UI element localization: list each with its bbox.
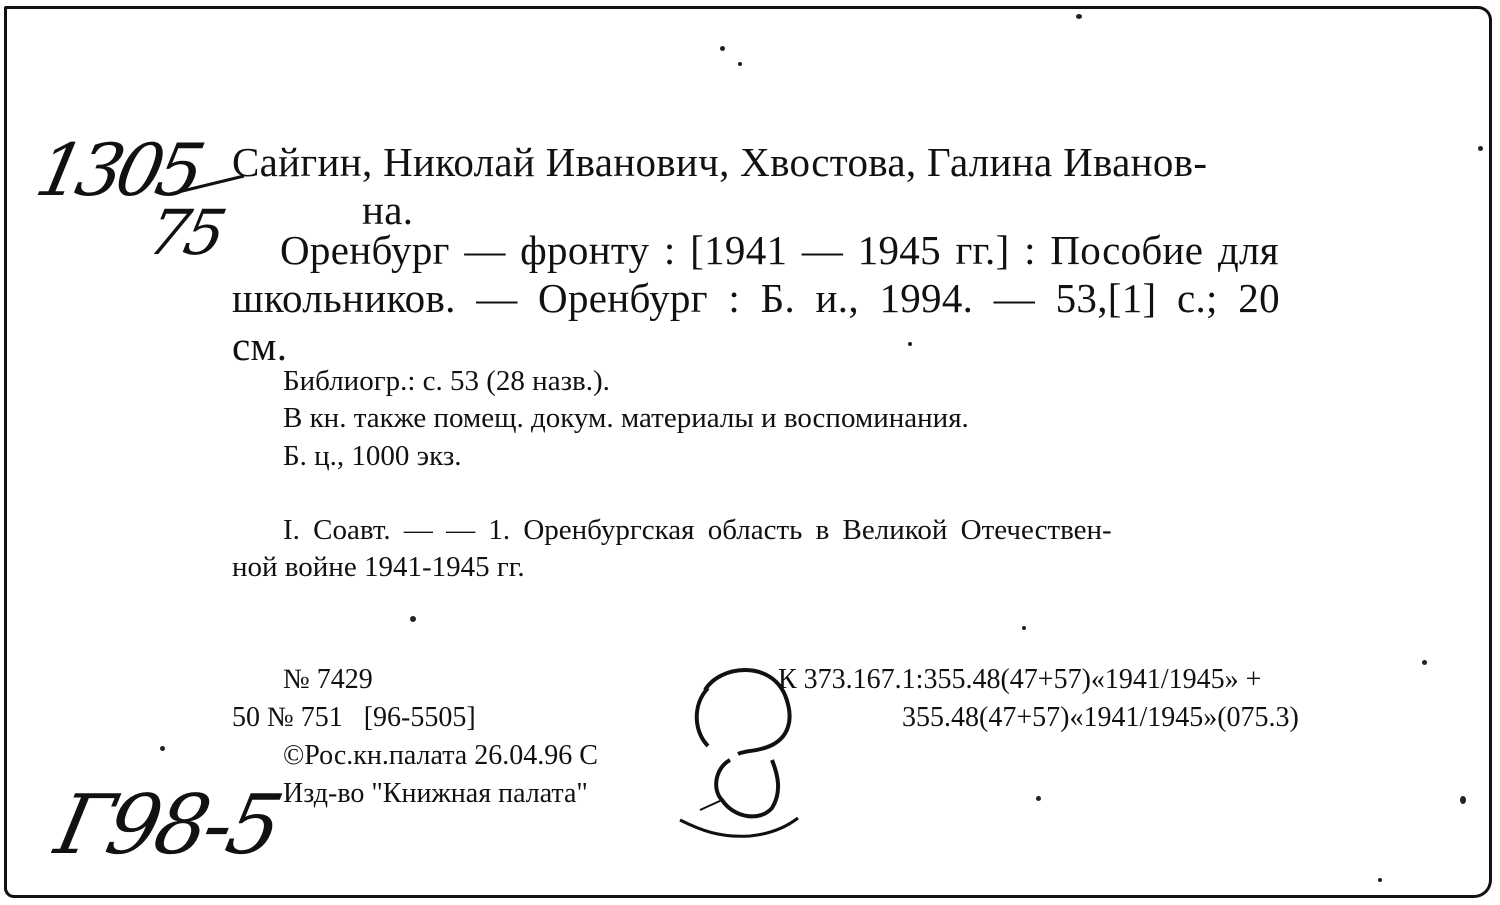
author-line-1 <box>232 139 1386 185</box>
publisher-line: Изд-во "Книжная палата" <box>283 778 588 809</box>
speck <box>908 342 912 346</box>
speck <box>1422 660 1427 665</box>
tracings-line-1: I. Соавт. — — 1. Оренбургская область в Великой Отечествен- <box>283 514 1112 546</box>
note-bibliography: Библиогр.: с. 53 (28 назв.). <box>283 365 610 397</box>
card-number-2: 50 № 751 [96-5505] <box>232 702 476 733</box>
speck <box>160 746 165 751</box>
author-line-2: на. <box>362 187 414 233</box>
speck <box>1076 14 1082 19</box>
speck <box>738 62 742 66</box>
speck <box>1378 878 1382 882</box>
title-line-1: Оренбург — фронту : [1941 — 1945 гг.] : Пособие для <box>280 227 1279 273</box>
handwritten-bottom-code: Г98-5 <box>47 778 287 873</box>
note-price: Б. ц., 1000 экз. <box>283 440 462 472</box>
title-line-3: см. <box>232 323 288 369</box>
speck <box>720 46 725 51</box>
udc-line-2: 355.48(47+57)«1941/1945»(075.3) <box>902 702 1299 733</box>
speck <box>1460 796 1466 804</box>
stamp-outline <box>660 660 810 850</box>
card-number-1: № 7429 <box>283 664 373 695</box>
title-line-2: школьников. — Оренбург : Б. и., 1994. — 53,[1] с.; 20 <box>232 275 1280 321</box>
tracings-line-2: ной войне 1941-1945 гг. <box>232 551 525 583</box>
udc-line-1: К 373.167.1:355.48(47+57)«1941/1945» + <box>778 664 1262 695</box>
note-contents: В кн. также помещ. докум. материалы и воспоминания. <box>283 402 969 434</box>
speck <box>1036 796 1041 801</box>
copyright-line: ©Рос.кн.палата 26.04.96 С <box>283 740 598 771</box>
speck <box>1022 626 1026 630</box>
handwritten-top-fraction: 75 <box>142 196 229 269</box>
author-heading: Сайгин, Николай Иванович, Хвостова, Галина Иванов- <box>232 139 1208 185</box>
speck <box>1478 146 1483 151</box>
speck <box>410 616 416 622</box>
handwritten-top-number: 1305 <box>29 128 207 212</box>
